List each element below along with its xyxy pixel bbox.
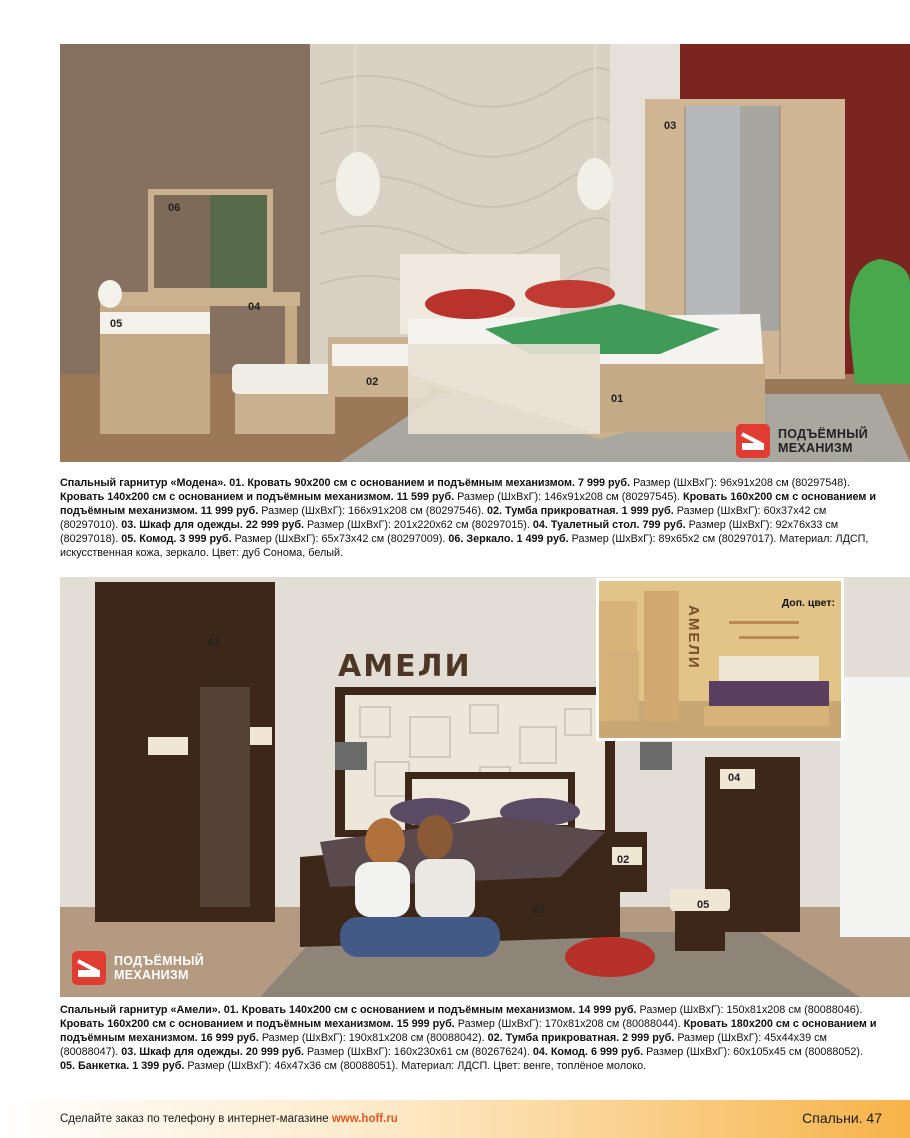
caption-text: Размер (ШхВхГ): 46х47х36 см (80088051). Материал: ЛДСП. Цвет: венге, топлёное молоко. [184, 1060, 647, 1073]
caption-bold: Спальный гарнитур «Амели». 01. Кровать 140х200 см с основанием и подъёмным механизмом. 14 999 руб. [60, 1004, 637, 1016]
lift-mechanism-badge [72, 951, 204, 985]
hoff-website-link[interactable]: www.hoff.ru [331, 1113, 398, 1125]
inset-brand-sign: АМЕЛИ [685, 605, 702, 670]
ameli-brand-sign: АМЕЛИ [338, 649, 472, 684]
page-number: Спальни. 47 [802, 1110, 882, 1126]
label-03: 03 [664, 120, 677, 132]
badge-line2: МЕХАНИЗМ [114, 968, 189, 982]
label-04: 04 [728, 772, 741, 784]
caption-text: Размер (ШхВхГ): 60х105х45 см (80088052). [643, 1046, 863, 1059]
label-03: 03 [208, 637, 221, 649]
caption-bold: 05. Комод. 3 999 руб. [121, 533, 232, 546]
caption-text: Размер (ШхВхГ): 96х91х208 см (80297548). [630, 477, 850, 489]
caption-bold: Кровать 180х200 см с основанием и подъёмным механизмом. 16 999 руб. [60, 1018, 877, 1045]
caption-text: Размер (ШхВхГ): 89х65х2 см (80297017). Материал: ЛДСП, искусственная кожа, зеркало. Цвет: дуб Сонома, белый. [60, 533, 869, 560]
caption-text: Размер (ШхВхГ): 45х44х39 см (80088047). [60, 1032, 827, 1059]
caption-text: Размер (ШхВхГ): 190х81х208 см (80088042). [258, 1032, 488, 1045]
caption-text: Размер (ШхВхГ): 92х76х33 см (80297018). [60, 519, 839, 546]
page-footer [0, 1100, 910, 1138]
label-05: 05 [697, 899, 710, 911]
lift-mechanism-badge [736, 424, 868, 458]
footer-text: Сделайте заказ по телефону в интернет-магазине [60, 1113, 332, 1125]
caption-bold: 05. Банкетка. 1 399 руб. [60, 1060, 185, 1073]
label-02: 02 [617, 854, 630, 866]
caption-text: Размер (ШхВхГ): 160х230х61 см (80267624). [304, 1046, 533, 1059]
badge-line2: МЕХАНИЗМ [778, 441, 853, 455]
caption-bold: Кровать 160х200 см с основанием и подъёмным механизмом. 11 999 руб. [60, 491, 876, 518]
inset-title: Доп. цвет: [781, 597, 835, 609]
caption-bold: 04. Комод. 6 999 руб. [532, 1046, 644, 1059]
caption-bold: Спальный гарнитур «Модена». 01. Кровать 90х200 см с основанием и подъёмным механизмом. 7 999 руб. [60, 477, 631, 489]
caption-text: Размер (ШхВхГ): 146х91х208 см (80297545). [454, 491, 683, 504]
label-01: 01 [533, 904, 546, 916]
badge-line1: ПОДЪЁМНЫЙ [778, 427, 869, 441]
caption-text: Размер (ШхВхГ): 201х220х62 см (80297015). [304, 519, 533, 532]
caption-text: Размер (ШхВхГ): 60х37х42 см (80297010). [60, 505, 827, 532]
ameli-caption [60, 1003, 880, 1073]
caption-bold: 03. Шкаф для одежды. 22 999 руб. [121, 519, 305, 532]
caption-bold: Кровать 160х200 см с основанием и подъёмным механизмом. 15 999 руб. [60, 1018, 455, 1031]
lift-bed-icon [72, 951, 106, 985]
label-06: 06 [168, 202, 181, 214]
caption-bold: 02. Тумба прикроватная. 2 999 руб. [487, 1032, 675, 1045]
lift-bed-icon [736, 424, 770, 458]
caption-text: Размер (ШхВхГ): 166х91х208 см (80297546). [258, 505, 488, 518]
caption-text: Размер (ШхВхГ): 170х81х208 см (80088044). [454, 1018, 684, 1031]
alt-color-inset [596, 578, 844, 741]
footer-order-text [60, 1113, 398, 1125]
caption-bold: Кровать 140х200 см с основанием и подъёмным механизмом. 11 599 руб. [60, 491, 455, 504]
label-04: 04 [248, 301, 261, 313]
label-01: 01 [611, 393, 624, 405]
caption-bold: 06. Зеркало. 1 499 руб. [448, 533, 569, 546]
modena-caption [60, 476, 880, 561]
caption-text: Размер (ШхВхГ): 150х81х208 см (80088046). [636, 1004, 863, 1016]
modena-scene [60, 44, 910, 462]
caption-bold: 03. Шкаф для одежды. 20 999 руб. [121, 1046, 305, 1059]
label-02: 02 [366, 376, 379, 388]
label-05: 05 [110, 318, 123, 330]
caption-text: Размер (ШхВхГ): 65х73х42 см (80297009). [231, 533, 449, 546]
caption-bold: 04. Туалетный стол. 799 руб. [532, 519, 686, 532]
modena-bedroom-photo [60, 44, 910, 462]
badge-line1: ПОДЪЁМНЫЙ [114, 954, 205, 968]
caption-bold: 02. Тумба прикроватная. 1 999 руб. [487, 505, 674, 518]
